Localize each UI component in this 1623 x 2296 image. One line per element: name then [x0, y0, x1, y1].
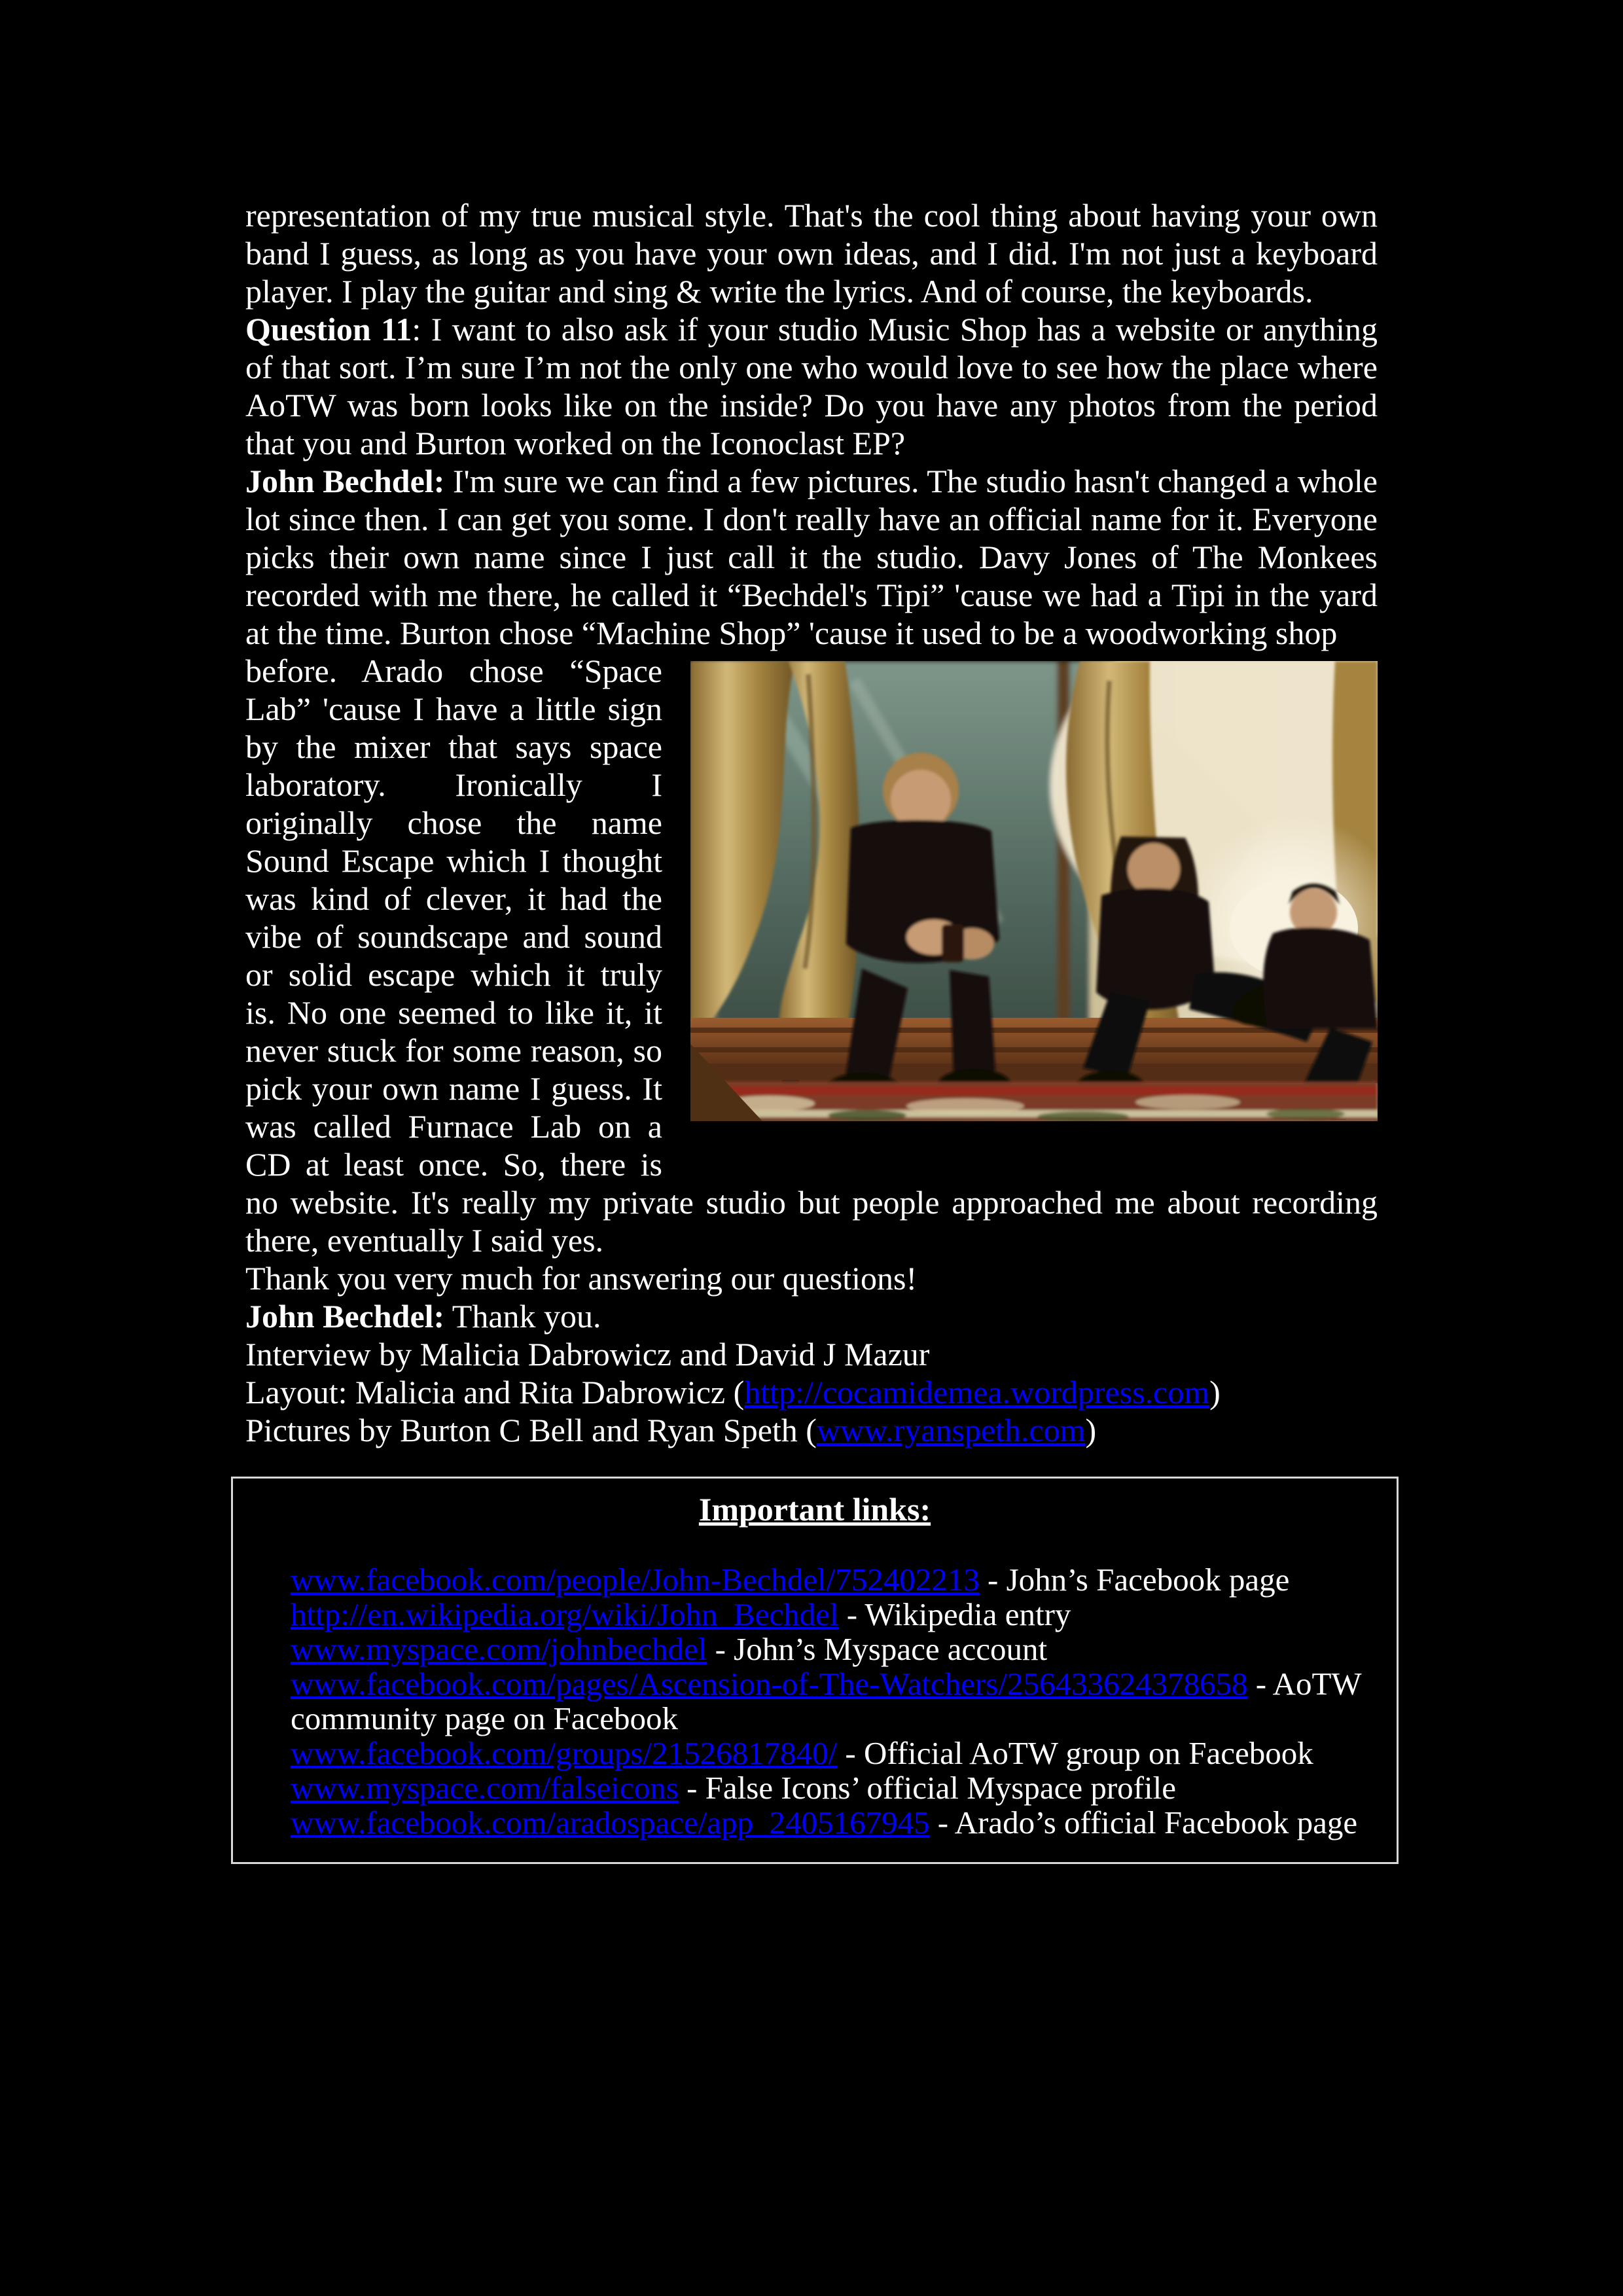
link-item-myspace-john [291, 1632, 1380, 1666]
link-desc: - Arado’s official Facebook page [929, 1804, 1358, 1840]
link-item-facebook-arado [291, 1805, 1380, 1840]
pictures-site-link[interactable]: www.ryanspeth.com [816, 1412, 1086, 1448]
credit-pictures-text: Pictures by Burton C Bell and Ryan Speth ( [245, 1412, 817, 1448]
answer-text-after-photo: before. Arado chose “Space Lab” 'cause I have a little sign by the mixer that says space laboratory. Ironically I originally chose the name Sound Escape which I thought was kind of clever, it had the vibe of soundscape and sound or solid escape which it truly is. No one seemed to like it, it never stuck for some reason, so pick your own name I guess. It was called Furnace Lab on a CD at least once. So, there is no website. It's really my private studio but people approached me about recording there, eventually I said yes. [245, 653, 1378, 1259]
paragraph-thanks: Thank you very much for answering our questions! [245, 1260, 918, 1297]
paragraph-answer-after-photo [245, 652, 1378, 1259]
credit-layout [245, 1373, 1378, 1411]
credit-layout-close: ) [1209, 1374, 1221, 1410]
paragraph-answer-before-photo [245, 462, 1378, 652]
speaker-label-2: John Bechdel: [245, 1298, 445, 1335]
question-11-text: : I want to also ask if your studio Music Shop has a website or anything of that sort. I’m sure I’m not the only one who would love to see how the place where AoTW was born looks like on the inside? Do you have any photos from the period that you and Burton worked on the Iconoclast EP? [245, 311, 1378, 461]
important-links-box [231, 1477, 1399, 1864]
link-item-facebook-aotw-page [291, 1666, 1380, 1736]
rug [690, 1081, 1378, 1121]
answer-text-before-photo: I'm sure we can find a few pictures. The studio hasn't changed a whole lot since then. I can get you some. I don't really have an official name for it. Everyone picks their own name since I just call it the studio. Davy Jones of The Monkees recorded with me there, he called it “Bechdel's Tipi” 'cause we had a Tipi in the yard at the time. Burton chose “Machine Shop” 'cause it used to be a woodworking shop [245, 463, 1378, 651]
credit-pictures-close: ) [1085, 1412, 1097, 1448]
credit-pictures [245, 1411, 1378, 1449]
link-url[interactable]: www.facebook.com/groups/21526817840/ [291, 1735, 838, 1771]
paragraph-question-11 [245, 310, 1378, 462]
link-desc: - John’s Facebook page [979, 1562, 1290, 1598]
link-item-wikipedia [291, 1597, 1380, 1632]
link-desc: - John’s Myspace account [707, 1631, 1048, 1667]
link-desc: - Official AoTW group on Facebook [837, 1735, 1313, 1771]
layout-blog-link[interactable]: http://cocamidemea.wordpress.com [744, 1374, 1210, 1410]
link-desc: - False Icons’ official Myspace profile [678, 1770, 1176, 1806]
credit-interview: Interview by Malicia Dabrowicz and David J Mazur [245, 1336, 930, 1372]
link-item-myspace-falseicons [291, 1770, 1380, 1805]
band-photo [690, 661, 1378, 1121]
link-url[interactable]: http://en.wikipedia.org/wiki/John_Bechdel [291, 1596, 839, 1632]
link-url[interactable]: www.myspace.com/johnbechdel [291, 1631, 707, 1667]
credit-layout-text: Layout: Malicia and Rita Dabrowicz ( [245, 1374, 745, 1410]
speaker-label: John Bechdel: [245, 463, 445, 499]
link-url[interactable]: www.myspace.com/falseicons [291, 1770, 679, 1806]
answer-thank-you-text: Thank you. [444, 1298, 601, 1335]
link-url[interactable]: www.facebook.com/aradospace/app_2405167945 [291, 1804, 930, 1840]
link-desc: - AoTW community page on Facebook [291, 1666, 1361, 1736]
article-content [245, 196, 1378, 1864]
links-box-title: Important links: [698, 1491, 931, 1528]
link-item-facebook-aotw-group [291, 1736, 1380, 1770]
paragraph-intro: representation of my true musical style. That's the cool thing about having your own band I guess, as long as you have your own ideas, and I did. I'm not just a keyboard player. I play the guitar and sing & write the lyrics. And of course, the keyboards. [245, 197, 1378, 310]
link-desc: - Wikipedia entry [838, 1596, 1071, 1632]
link-url[interactable]: www.facebook.com/pages/Ascension-of-The-Watchers/256433624378658 [291, 1666, 1248, 1702]
link-url[interactable]: www.facebook.com/people/John-Bechdel/752402213 [291, 1562, 980, 1598]
credits [245, 1335, 1378, 1449]
link-item-facebook-john [291, 1562, 1380, 1597]
links-list [233, 1562, 1397, 1840]
question-11-label: Question 11 [245, 311, 412, 348]
paragraph-answer-thank-you [245, 1297, 1378, 1335]
